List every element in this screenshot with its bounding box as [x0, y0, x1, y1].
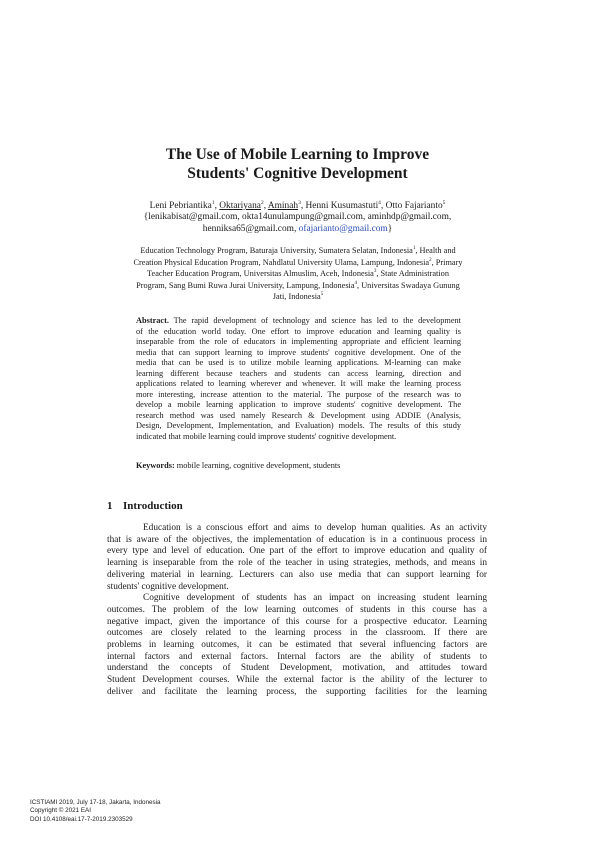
affiliation-text: , Universitas Swadaya Gunung	[357, 280, 460, 290]
author-4-sup: 4	[378, 199, 381, 206]
body-line: negative impact, given the importance of this course for a prospective educator. Learning	[107, 616, 487, 627]
email-link[interactable]: ofajarianto@gmail.com	[298, 223, 388, 234]
affiliation-text: , Primary	[431, 257, 463, 267]
author-2[interactable]: Oktariyana	[219, 201, 261, 211]
affiliation-sup: 4	[354, 281, 358, 287]
section-title: Introduction	[123, 500, 183, 512]
affiliation-text: , Health and	[415, 246, 456, 255]
affiliation-sup: 1	[412, 246, 416, 252]
body-line: Cognitive development of students has an impact on increasing student learning	[143, 593, 487, 604]
author-emails-line-1: {lenikabisat@gmail.com, okta14unulampung@gmail.com, aminhdp@gmail.com,	[143, 212, 452, 223]
abstract-line: develop a mobile learning application to improve students' cognitive development. The	[136, 400, 461, 409]
section-heading	[107, 500, 183, 512]
abstract-text: The rapid development of technology and science has led to the development	[168, 316, 461, 325]
section-number: 1	[107, 500, 113, 512]
footer-copyright: Copyright © 2021 EAI	[30, 807, 91, 815]
author-emails-line-2	[40, 224, 555, 235]
affiliation-text: Creation Physical Education Program, Nahdlatul University Ulama, Lampung, Indonesia	[133, 257, 430, 267]
author-1-sup: 1	[211, 199, 215, 206]
abstract-label: Abstract.	[136, 316, 169, 325]
author-1: Leni Pebriantika	[149, 201, 212, 211]
body-line: internal factors and external factors. Internal factors are the ability of students to	[107, 651, 487, 662]
abstract-line: of the education world today. One effort to improve education and learning quality is	[136, 326, 461, 336]
title-line-1: The Use of Mobile Learning to Improve	[165, 146, 430, 163]
abstract-line: more interesting, increase attention to the material. The purpose of the research was to	[136, 389, 461, 399]
body-line: learning is inseparable from the role of the teacher in using strategies, methods, and means in	[107, 558, 487, 569]
body-line: that is aware of the objectives, the implementation of education is in a continuous process in	[107, 534, 487, 545]
keywords-text: mobile learning, cognitive development, students	[174, 461, 341, 470]
body-line: outcomes. The problem of the low learning outcomes of students in this course has a	[107, 604, 487, 615]
affiliation-line-1	[112, 245, 484, 257]
footer-doi: DOI 10.4108/eai.17-7-2019.2303529	[30, 815, 133, 823]
body-line: Student Development courses. While the external factor is the ability of the lecturer to	[107, 675, 487, 686]
affiliations	[112, 245, 484, 303]
email-brace: }	[387, 223, 393, 234]
abstract-line	[136, 316, 461, 327]
footer-conference: ICSTIAMI 2019, July 17-18, Jakarta, Indonesia	[30, 799, 161, 806]
body-text	[107, 523, 487, 699]
author-5-sup: 5	[442, 199, 446, 206]
abstract-line: media that can be used is to utilize mobile learning applications. M-learning can make	[136, 358, 461, 367]
body-line: delivering material in learning. Lecturers can also use media that can support learning for	[107, 569, 487, 580]
affiliation-sup: 5	[320, 292, 324, 298]
abstract-line: research method was used namely Research & Development using ADDIE (Analysis,	[136, 410, 461, 420]
body-line: students' cognitive development.	[107, 581, 229, 592]
affiliation-text: Program, Sang Bumi Ruwa Jurai University, Lampung, Indonesia	[136, 280, 355, 290]
body-line: problems in learning outcomes, it can be estimated that several influencing factors are	[107, 640, 487, 651]
affiliation-line-4	[112, 280, 484, 292]
keywords-label: Keywords:	[136, 461, 175, 470]
abstract-line: Design, Development, Implementation, and Evaluation) models. The results of this study	[136, 421, 461, 430]
abstract-line: media that can support learning to improve students' cognitive development. One of the	[136, 347, 461, 357]
paper-title	[60, 145, 535, 183]
body-line: Education is a conscious effort and aims to develop human qualities. As an activity	[143, 523, 487, 533]
body-line: deliver and facilitate the learning process, the supporting facilities for the learning	[107, 686, 487, 697]
affiliation-text: Jati, Indonesia	[272, 292, 321, 302]
page-footer	[30, 799, 161, 824]
body-line: understand the concepts of Student Development, motivation, and attitudes toward	[107, 663, 487, 674]
affiliation-text: Teacher Education Program, Universitas Almuslim, Aceh, Indonesia	[147, 269, 374, 279]
abstract-line: applications related to learning wherever and whenever. It will make the learning process	[136, 379, 461, 388]
author-3-sup: 3	[298, 199, 301, 206]
affiliation-text: Education Technology Program, Baturaja University, Sumatera Selatan, Indonesia	[140, 246, 413, 255]
abstract-line: learning different because teachers and students can access learning, direction and	[136, 368, 461, 378]
abstract	[136, 316, 461, 442]
affiliation-line-2	[112, 257, 484, 269]
affiliation-sup: 3	[373, 269, 377, 275]
author-5: Otto Fajarianto	[385, 201, 443, 211]
email-text: henniksa65@gmail.com,	[202, 223, 299, 234]
affiliation-line-3	[112, 268, 484, 280]
title-line-2: Students' Cognitive Development	[187, 165, 408, 182]
keywords	[136, 461, 461, 472]
body-line: outcomes are closely related to the learning process in the classroom. If there are	[107, 628, 487, 639]
affiliation-line-5	[112, 291, 484, 303]
body-line: every type and level of education. One part of the effort to improve education and quality of	[107, 546, 487, 557]
author-names: Leni Pebriantika$^1$, Oktariyana$^2$, Aminah$^3$, Henni Kusumastuti$^4$, Otto Fajarianto$^5$	[149, 199, 446, 211]
affiliation-text: , State Administration	[376, 269, 449, 279]
author-block	[40, 201, 555, 235]
abstract-line: indicated that mobile learning could improve students' cognitive development.	[136, 431, 397, 441]
author-2-sup: 2	[260, 199, 264, 206]
affiliation-sup: 2	[429, 257, 432, 263]
abstract-line: inseparable from the role of educators in implementing appropriate and efficient learning	[136, 337, 461, 346]
author-3[interactable]: Aminah	[267, 201, 299, 211]
author-4: Henni Kusumastuti	[305, 201, 379, 211]
